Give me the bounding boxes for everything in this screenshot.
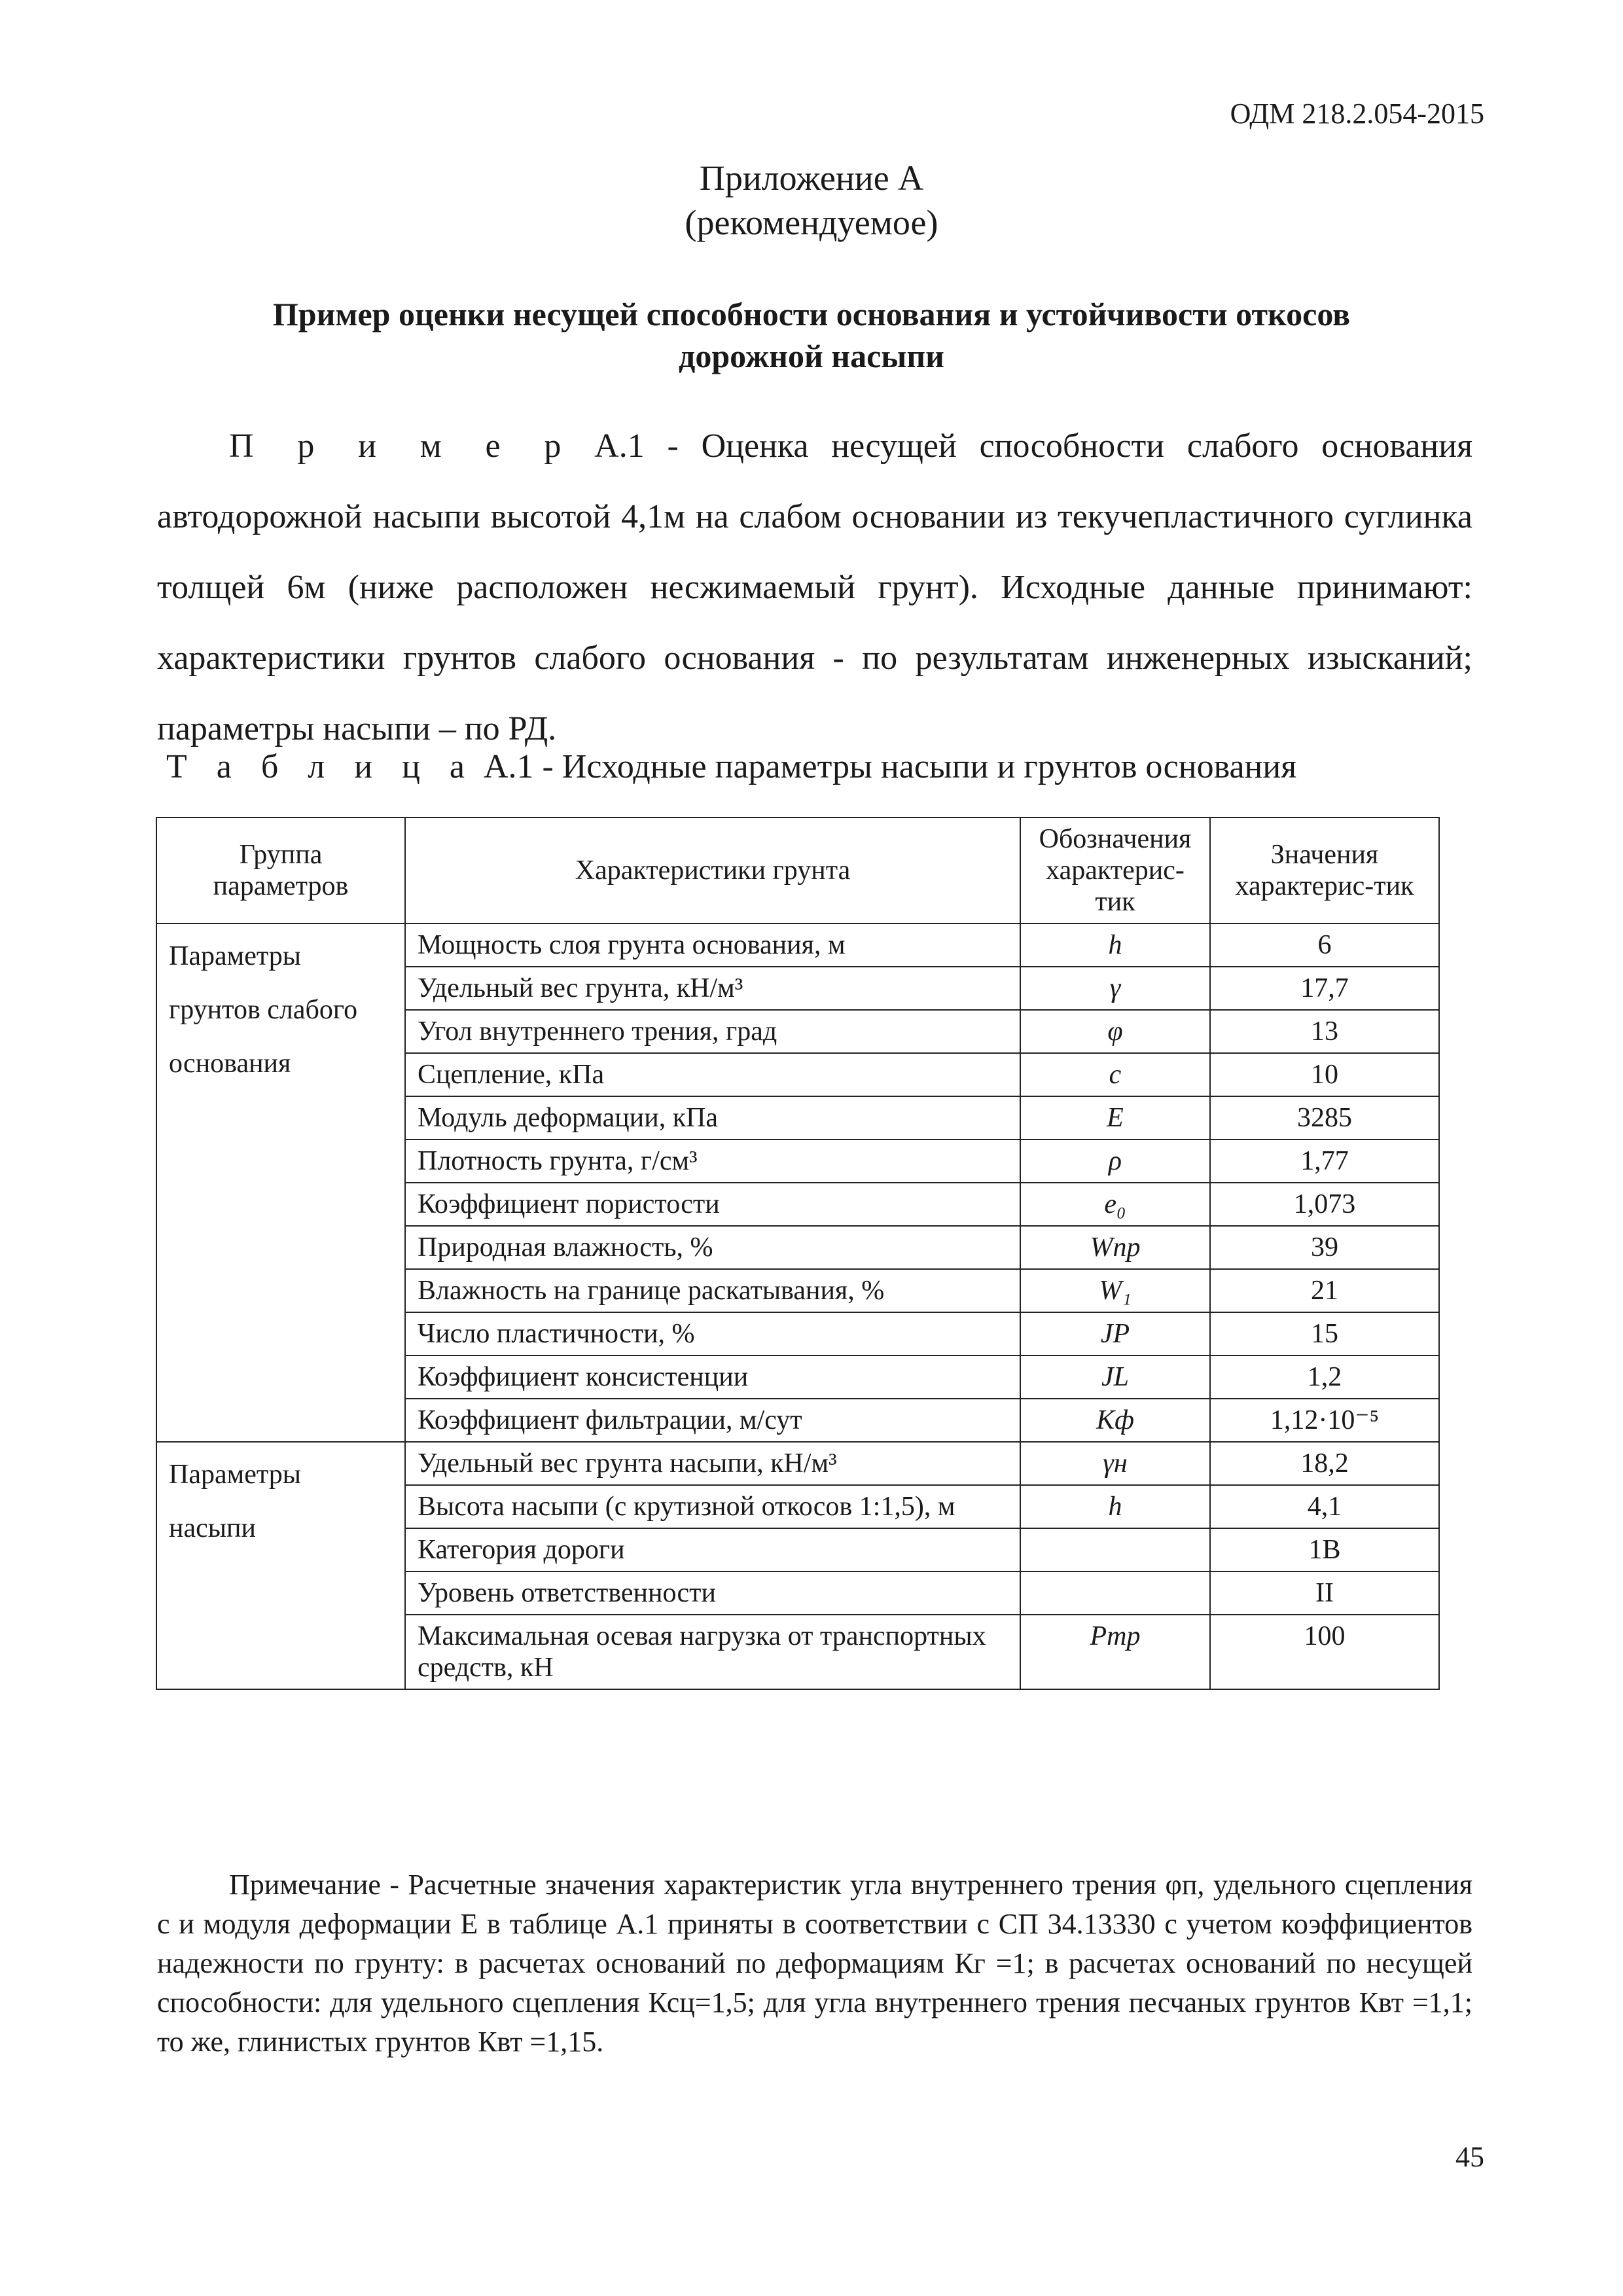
appendix-subtitle: (рекомендуемое) bbox=[685, 203, 938, 242]
value-cell: 1,073 bbox=[1210, 1183, 1439, 1226]
symbol-cell: W₁ bbox=[1020, 1269, 1210, 1312]
symbol-cell: e₀ bbox=[1020, 1183, 1210, 1226]
characteristic-cell: Модуль деформации, кПа bbox=[405, 1096, 1020, 1139]
header-symbol: Обозначения характерис-тик bbox=[1020, 817, 1210, 924]
symbol-cell: Wпр bbox=[1020, 1226, 1210, 1269]
characteristic-cell: Угол внутреннего трения, град bbox=[405, 1010, 1020, 1053]
parameters-table bbox=[156, 817, 1440, 1690]
characteristic-cell: Категория дороги bbox=[405, 1528, 1020, 1571]
header-value: Значения характерис-тик bbox=[1210, 817, 1439, 924]
example-heading bbox=[157, 293, 1466, 377]
table-header-row bbox=[156, 817, 1439, 924]
characteristic-cell: Коэффициент пористости bbox=[405, 1183, 1020, 1226]
table-note bbox=[157, 1865, 1472, 2062]
table-caption-label: Т а б л и ц а bbox=[166, 748, 475, 785]
symbol-cell: ρ bbox=[1020, 1139, 1210, 1183]
value-cell: 100 bbox=[1210, 1615, 1439, 1689]
value-cell: 39 bbox=[1210, 1226, 1439, 1269]
intro-text-block bbox=[157, 411, 1472, 764]
characteristic-cell: Сцепление, кПа bbox=[405, 1053, 1020, 1096]
value-cell: 13 bbox=[1210, 1010, 1439, 1053]
page-number: 45 bbox=[1455, 2141, 1484, 2173]
symbol-cell: c bbox=[1020, 1053, 1210, 1096]
appendix-title-text: Приложение А bbox=[699, 158, 924, 198]
symbol-cell bbox=[1020, 1528, 1210, 1571]
value-cell: 1,77 bbox=[1210, 1139, 1439, 1183]
intro-label: П р и м е р bbox=[229, 427, 572, 465]
appendix-title bbox=[0, 156, 1623, 245]
characteristic-cell: Плотность грунта, г/см³ bbox=[405, 1139, 1020, 1183]
value-cell: 4,1 bbox=[1210, 1485, 1439, 1528]
header-group: Группа параметров bbox=[156, 817, 405, 924]
value-cell: 6 bbox=[1210, 924, 1439, 967]
table-body bbox=[156, 924, 1439, 1689]
value-cell: 1,12·10⁻⁵ bbox=[1210, 1399, 1439, 1442]
symbol-cell: h bbox=[1020, 924, 1210, 967]
table-caption bbox=[166, 747, 1296, 786]
characteristic-cell: Влажность на границе раскатывания, % bbox=[405, 1269, 1020, 1312]
group-name-cell: Параметры грунтов слабого основания bbox=[156, 924, 405, 1442]
example-heading-line-2: дорожной насыпи bbox=[679, 338, 944, 374]
characteristic-cell: Число пластичности, % bbox=[405, 1312, 1020, 1355]
symbol-cell: φ bbox=[1020, 1010, 1210, 1053]
value-cell: 15 bbox=[1210, 1312, 1439, 1355]
value-cell: 3285 bbox=[1210, 1096, 1439, 1139]
symbol-cell: JL bbox=[1020, 1355, 1210, 1399]
value-cell: 1,2 bbox=[1210, 1355, 1439, 1399]
characteristic-cell: Высота насыпи (с крутизной откосов 1:1,5), м bbox=[405, 1485, 1020, 1528]
characteristic-cell: Коэффициент консистенции bbox=[405, 1355, 1020, 1399]
symbol-cell: γ bbox=[1020, 967, 1210, 1010]
characteristic-cell: Уровень ответственности bbox=[405, 1571, 1020, 1615]
intro-paragraph bbox=[157, 411, 1472, 764]
header-characteristic: Характеристики грунта bbox=[405, 817, 1020, 924]
document-code: ОДМ 218.2.054-2015 bbox=[1230, 98, 1484, 130]
value-cell: 17,7 bbox=[1210, 967, 1439, 1010]
group-name-cell: Параметры насыпи bbox=[156, 1442, 405, 1689]
value-cell: 1В bbox=[1210, 1528, 1439, 1571]
table-caption-text: А.1 - Исходные параметры насыпи и грунтов основания bbox=[475, 748, 1297, 785]
symbol-cell: h bbox=[1020, 1485, 1210, 1528]
value-cell: 18,2 bbox=[1210, 1442, 1439, 1485]
value-cell: II bbox=[1210, 1571, 1439, 1615]
table-row bbox=[156, 924, 1439, 967]
characteristic-cell: Природная влажность, % bbox=[405, 1226, 1020, 1269]
characteristic-cell: Максимальная осевая нагрузка от транспортных средств, кН bbox=[405, 1615, 1020, 1689]
characteristic-cell: Мощность слоя грунта основания, м bbox=[405, 924, 1020, 967]
symbol-cell bbox=[1020, 1571, 1210, 1615]
table-row bbox=[156, 1442, 1439, 1485]
characteristic-cell: Удельный вес грунта, кН/м³ bbox=[405, 967, 1020, 1010]
symbol-cell: γн bbox=[1020, 1442, 1210, 1485]
value-cell: 10 bbox=[1210, 1053, 1439, 1096]
value-cell: 21 bbox=[1210, 1269, 1439, 1312]
symbol-cell: JP bbox=[1020, 1312, 1210, 1355]
symbol-cell: Pтр bbox=[1020, 1615, 1210, 1689]
note-text: Примечание - Расчетные значения характеристик угла внутреннего трения φп, удельного сцепления с и модуля деформации E в таблице А.1 приняты в соответствии с СП 34.13330 с учетом коэффициентов надежности по грунту: в расчетах оснований по деформациям Кг =1; в расчетах оснований по несущей способности: для удельного сцепления Ксц=1,5; для угла внутреннего трения песчаных грунтов Квт =1,1; то же, глинистых грунтов Квт =1,15. bbox=[157, 1869, 1472, 2058]
example-heading-line-1: Пример оценки несущей способности основания и устойчивости откосов bbox=[272, 296, 1351, 332]
characteristic-cell: Удельный вес грунта насыпи, кН/м³ bbox=[405, 1442, 1020, 1485]
intro-text: А.1 - Оценка несущей способности слабого основания автодорожной насыпи высотой 4,1м на слабом основании из текучепластичного суглинка толщей 6м (ниже расположен несжимаемый грунт). Исходные данные принимают: характеристики грунтов слабого основания - по результатам инженерных изысканий; параметры насыпи – по РД. bbox=[157, 427, 1472, 747]
symbol-cell: Kф bbox=[1020, 1399, 1210, 1442]
characteristic-cell: Коэффициент фильтрации, м/сут bbox=[405, 1399, 1020, 1442]
symbol-cell: E bbox=[1020, 1096, 1210, 1139]
